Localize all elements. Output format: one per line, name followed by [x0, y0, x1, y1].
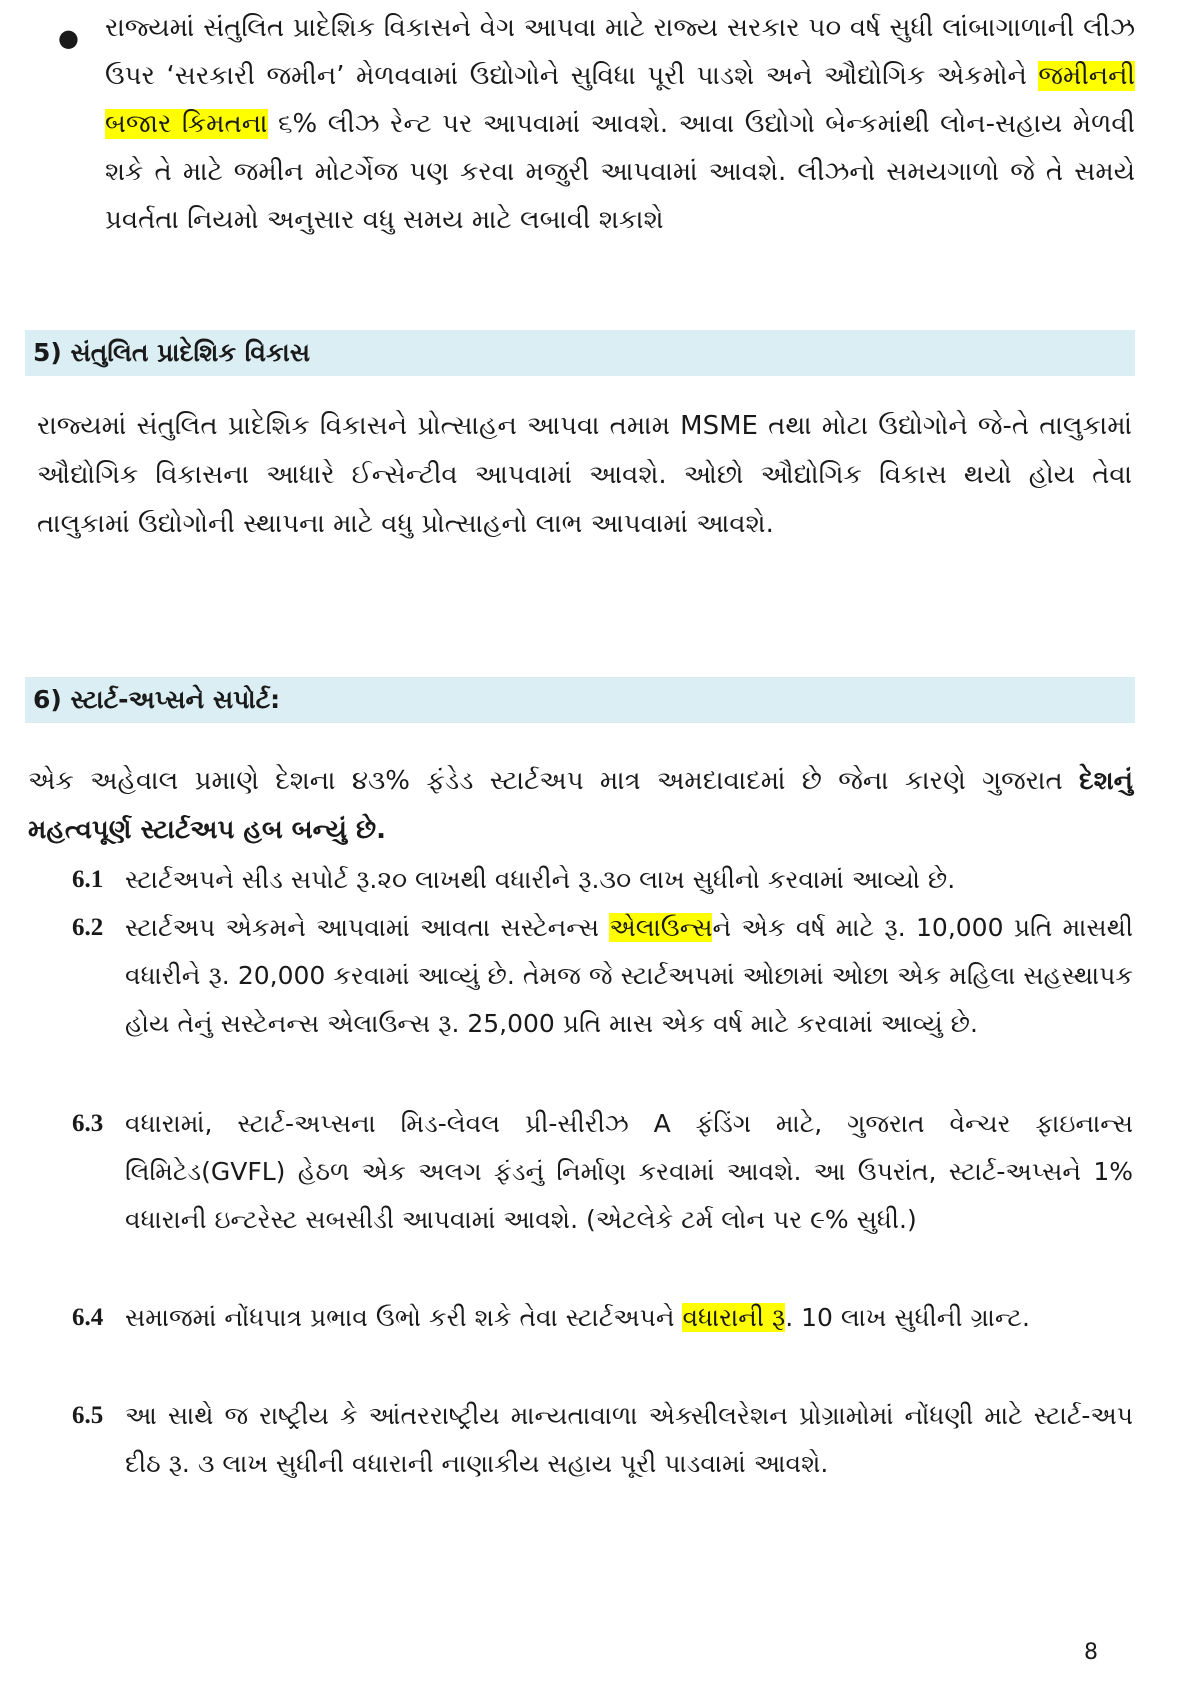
highlighted-text: જમીનની બજાર કિમતના — [105, 61, 1135, 139]
item-text-before: સ્ટાર્ટઅપ એકમને આપવામાં આવતા સસ્ટેનન્સ — [125, 913, 610, 942]
item-text-after: . 10 લાખ સુધીની ગ્રાન્ટ. — [785, 1303, 1030, 1332]
item-text — [125, 1392, 1133, 1488]
list-item-6-2 — [72, 904, 1134, 1096]
item-number: 6.2 — [72, 914, 104, 941]
list-item-6-4 — [72, 1294, 1134, 1390]
item-number: 6.5 — [72, 1402, 104, 1429]
section-5-header — [25, 330, 1135, 376]
bullet-text-after: ૬% લીઝ રેન્ટ પર આપવામાં આવશે. આવા ઉદ્યોગો બેન્કમાંથી લોન-સહાય મેળવી શકે તે માટે જમીન મોટર્ગેજ પણ કરવા મજુરી આપવામાં આવશે. લીઝનો સમયગાળો જે તે સમયે પ્રવર્તતા નિયમો અનુસાર વધુ સમય માટે લબાવી શકાશે — [105, 109, 1135, 235]
item-text-before: સમાજમાં નોંધપાત્ર પ્રભાવ ઉભો કરી શકે તેવા સ્ટાર્ટઅપને — [125, 1303, 683, 1332]
section-6-intro-text: એક અહેવાલ પ્રમાણે દેશના ૪૩% ફંડેડ સ્ટાર્ટઅપ માત્ર અમદાવાદમાં છે જેના કારણે ગુજરાત — [28, 766, 1080, 796]
bullet-paragraph — [0, 4, 1200, 294]
list-item-6-5 — [72, 1392, 1134, 1488]
item-text-before: આ સાથે જ રાષ્ટ્રીય કે આંતરરાષ્ટ્રીય માન્યતાવાળા એક્સીલરેશન પ્રોગ્રામોમાં નોંધણી માટે સ્ટાર્ટ-અપ દીઠ રૂ. ૩ લાખ સુધીની વધારાની નાણાકીય સહાય પૂરી પાડવામાં આવશે. — [125, 1401, 1133, 1478]
item-text — [125, 856, 1133, 904]
highlighted-text: એલાઉન્સ — [609, 913, 713, 942]
section-6-intro-bold: દેશનું મહત્વપૂર્ણ સ્ટાર્ટઅપ હબ બન્યું છે. — [28, 766, 1133, 845]
bullet-icon: ● — [58, 24, 79, 52]
bullet-paragraph-text — [105, 4, 1135, 244]
item-number: 6.4 — [72, 1304, 104, 1331]
section-6-header — [25, 677, 1135, 723]
item-number: 6.1 — [72, 866, 104, 893]
section-5-title: 5) સંતુલિત પ્રાદેશિક વિકાસ — [33, 338, 311, 367]
item-text — [125, 904, 1133, 1048]
bullet-text-before: રાજ્યમાં સંતુલિત પ્રાદેશિક વિકાસને વેગ આપવા માટે રાજ્ય સરકાર ૫૦ વર્ષ સુધી લાંબાગાળાની લીઝ ઉપર ‘સરકારી જમીન’ મેળવવામાં ઉદ્યોગોને સુવિધા પૂરી પાડશે અને ઔદ્યોગિક એકમોને — [105, 13, 1135, 91]
item-number: 6.3 — [72, 1110, 104, 1137]
item-text — [125, 1294, 1133, 1342]
section-6-title: 6) સ્ટાર્ટ-અપ્સને સપોર્ટ: — [33, 685, 281, 714]
list-item-6-1 — [72, 856, 1134, 904]
section-6-intro — [28, 757, 1133, 855]
item-text-after: ને એક વર્ષ માટે રૂ. 10,000 પ્રતિ માસથી વધારીને રૂ. 20,000 કરવામાં આવ્યું છે. તેમજ જે સ્ટાર્ટઅપમાં ઓછામાં ઓછા એક મહિલા સહસ્થાપક હોય તેનું સસ્ટેનન્સ એલાઉન્સ રૂ. 25,000 પ્રતિ માસ એક વર્ષ માટે કરવામાં આવ્યું છે. — [125, 913, 1133, 1038]
item-text — [125, 1100, 1133, 1244]
item-text-before: વધારામાં, સ્ટાર્ટ-અપ્સના મિડ-લેવલ પ્રી-સીરીઝ A ફંડિંગ માટે, ગુજરાત વેન્ચર ફાઇનાન્સ લિમિટેડ(GVFL) હેઠળ એક અલગ ફંડનું નિર્માણ કરવામાં આવશે. આ ઉપરાંત, સ્ટાર્ટ-અપ્સને 1% વધારાની ઇન્ટરેસ્ટ સબસીડી આપવામાં આવશે. (એટલેકે ટર્મ લોન પર ૯% સુધી.) — [125, 1109, 1133, 1234]
page-number: 8 — [1084, 1640, 1098, 1665]
item-text-before: સ્ટાર્ટઅપને સીડ સપોર્ટ રૂ.૨૦ લાખથી વધારીને રૂ.૩૦ લાખ સુધીનો કરવામાં આવ્યો છે. — [125, 865, 956, 894]
list-item-6-3 — [72, 1100, 1134, 1292]
highlighted-text: વધારાની રૂ — [682, 1303, 786, 1332]
section-5-body: રાજ્યમાં સંતુલિત પ્રાદેશિક વિકાસને પ્રોત્સાહન આપવા તમામ MSME તથા મોટા ઉદ્યોગોને જે-તે તાલુકામાં ઔદ્યોગિક વિકાસના આધારે ઈન્સેન્ટીવ આપવામાં આવશે. ઓછો ઔદ્યોગિક વિકાસ થયો હોય તેવા તાલુકામાં ઉદ્યોગોની સ્થાપના માટે વધુ પ્રોત્સાહનો લાભ આપવામાં આવશે. — [37, 411, 1132, 539]
